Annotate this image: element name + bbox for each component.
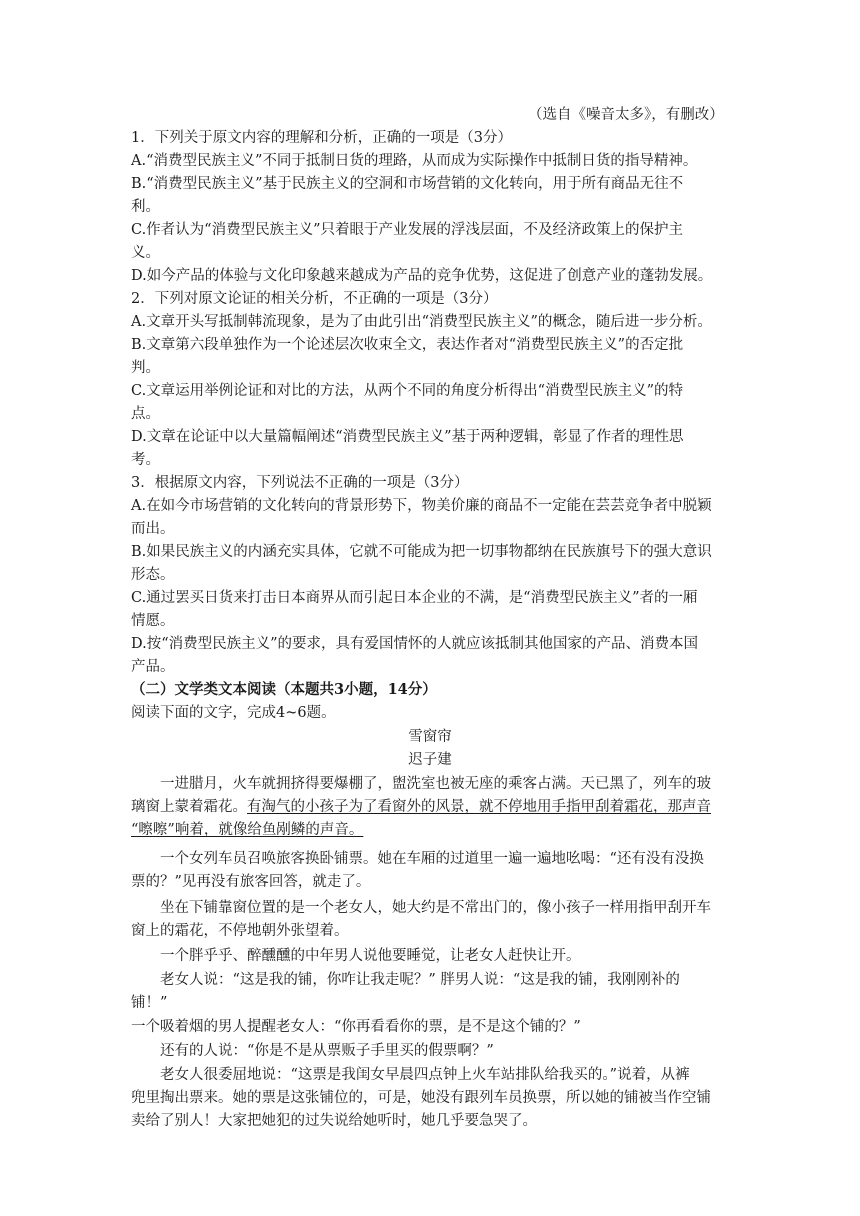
question-3-option-d-cont: 产品。 [131, 659, 175, 675]
story-paragraph-3: 坐在下铺靠窗位置的是一个老女人，她大约是不常出门的，像小孩子一样用指甲刮开车 [160, 900, 711, 916]
question-1-option-d: D.如今产品的体验与文化印象越来越成为产品的竞争优势，这促进了创意产业的蓬勃发展。 [131, 268, 713, 284]
question-2-option-d-cont: 考。 [131, 452, 160, 468]
story-title: 雪窗帘 [408, 729, 452, 745]
question-1-option-b: B.“消费型民族主义”基于民族主义的空洞和市场营销的文化转向，用于所有商品无往不 [131, 176, 684, 192]
question-2-option-b-cont: 判。 [131, 360, 160, 376]
story-paragraph-7: 还有的人说：“你是不是从票贩子手里买的假票啊？” [160, 1043, 494, 1059]
story-paragraph-2: 一个女列车员召唤旅客换卧铺票。她在车厢的过道里一遍一遍地吆喝：“还有没有没换 [160, 851, 704, 867]
question-1-option-c: C.作者认为“消费型民族主义”只着眼于产业发展的浮浅层面，不及经济政策上的保护主 [131, 222, 684, 238]
story-paragraph-3-line-2: 窗上的霜花，不停地朝外张望着。 [131, 923, 349, 939]
story-text: 璃窗上蒙着霜花。 [131, 799, 247, 815]
section-instruction: 阅读下面的文字，完成4~6题。 [131, 705, 336, 721]
story-paragraph-8-line-3: 卖给了别人！大家把她犯的过失说给她听时，她几乎要急哭了。 [131, 1113, 537, 1129]
question-3-option-a-cont: 而出。 [131, 521, 175, 537]
question-2-option-c: C.文章运用举例论证和对比的方法，从两个不同的角度分析得出“消费型民族主义”的特 [131, 383, 684, 399]
question-3-option-b-cont: 形态。 [131, 567, 175, 583]
story-paragraph-5-line-2: 铺！” [131, 995, 168, 1011]
question-1-stem: 1．下列关于原文内容的理解和分析，正确的一项是（3分） [131, 130, 512, 146]
story-paragraph-5: 老女人说：“这是我的铺，你咋让我走呢？” 胖男人说：“这是我的铺，我刚刚补的 [160, 972, 680, 988]
question-3-option-b: B.如果民族主义的内涵充实具体，它就不可能成为把一切事物都纳在民族旗号下的强大意识 [131, 544, 712, 560]
question-1-option-a: A.“消费型民族主义”不同于抵制日货的理路，从而成为实际操作中抵制日货的指导精神。 [131, 153, 698, 169]
question-3-option-a: A.在如今市场营销的文化转向的背景形势下，物美价廉的商品不一定能在芸芸竞争者中脱颖 [131, 498, 712, 514]
story-paragraph-2-line-2: 票的？”见再没有旅客回答，就走了。 [131, 874, 371, 890]
question-1-option-c-cont: 义。 [131, 245, 160, 261]
story-paragraph-1: 一进腊月，火车就拥挤得要爆棚了，盥洗室也被无座的乘客占满。天已黑了，列车的玻 [160, 776, 711, 792]
story-paragraph-1-line-2 [131, 796, 731, 818]
question-3-option-c: C.通过罢买日货来打击日本商界从而引起日本企业的不满，是“消费型民族主义”者的一厢 [131, 590, 698, 606]
question-3-stem: 3．根据原文内容，下列说法不正确的一项是（3分） [131, 475, 469, 491]
question-2-option-a: A.文章开头写抵制韩流现象，是为了由此引出“消费型民族主义”的概念，随后进一步分析。 [131, 314, 712, 330]
section-heading: （二）文学类文本阅读（本题共3小题，14分） [131, 681, 437, 698]
underlined-passage: 有淘气的小孩子为了看窗外的风景，就不停地用手指甲刮着霜花，那声音 [247, 799, 711, 815]
question-2-option-b: B.文章第六段单独作为一个论述层次收束全文，表达作者对“消费型民族主义”的否定批 [131, 337, 684, 353]
question-2-option-d: D.文章在论证中以大量篇幅阐述“消费型民族主义”基于两种逻辑，彰显了作者的理性思 [131, 429, 684, 445]
story-author: 迟子建 [408, 752, 452, 768]
story-paragraph-8-line-2: 兜里掏出票来。她的票是这张铺位的，可是，她没有跟列车员换票，所以她的铺被当作空铺 [131, 1090, 711, 1106]
question-2-stem: 2．下列对原文论证的相关分析，不正确的一项是（3分） [131, 291, 498, 307]
story-paragraph-4: 一个胖乎乎、醉醺醺的中年男人说他要睡觉，让老女人赶快让开。 [160, 948, 581, 964]
question-1-option-b-cont: 利。 [131, 199, 160, 215]
question-3-option-d: D.按“消费型民族主义”的要求，具有爱国情怀的人就应该抵制其他国家的产品、消费本国 [131, 636, 699, 652]
story-paragraph-8: 老女人很委屈地说：“这票是我闺女早晨四点钟上火车站排队给我买的。”说着，从裤 [160, 1067, 690, 1083]
source-note: （选自《噪音太多》，有删改） [528, 107, 724, 123]
question-3-option-c-cont: 情愿。 [131, 613, 175, 629]
underlined-passage-end: “嚓嚓”响着，就像给鱼剐鳞的声音。 [131, 822, 364, 838]
story-paragraph-6: 一个吸着烟的男人提醒老女人：“你再看看你的票，是不是这个铺的？” [131, 1019, 581, 1035]
question-2-option-c-cont: 点。 [131, 406, 160, 422]
